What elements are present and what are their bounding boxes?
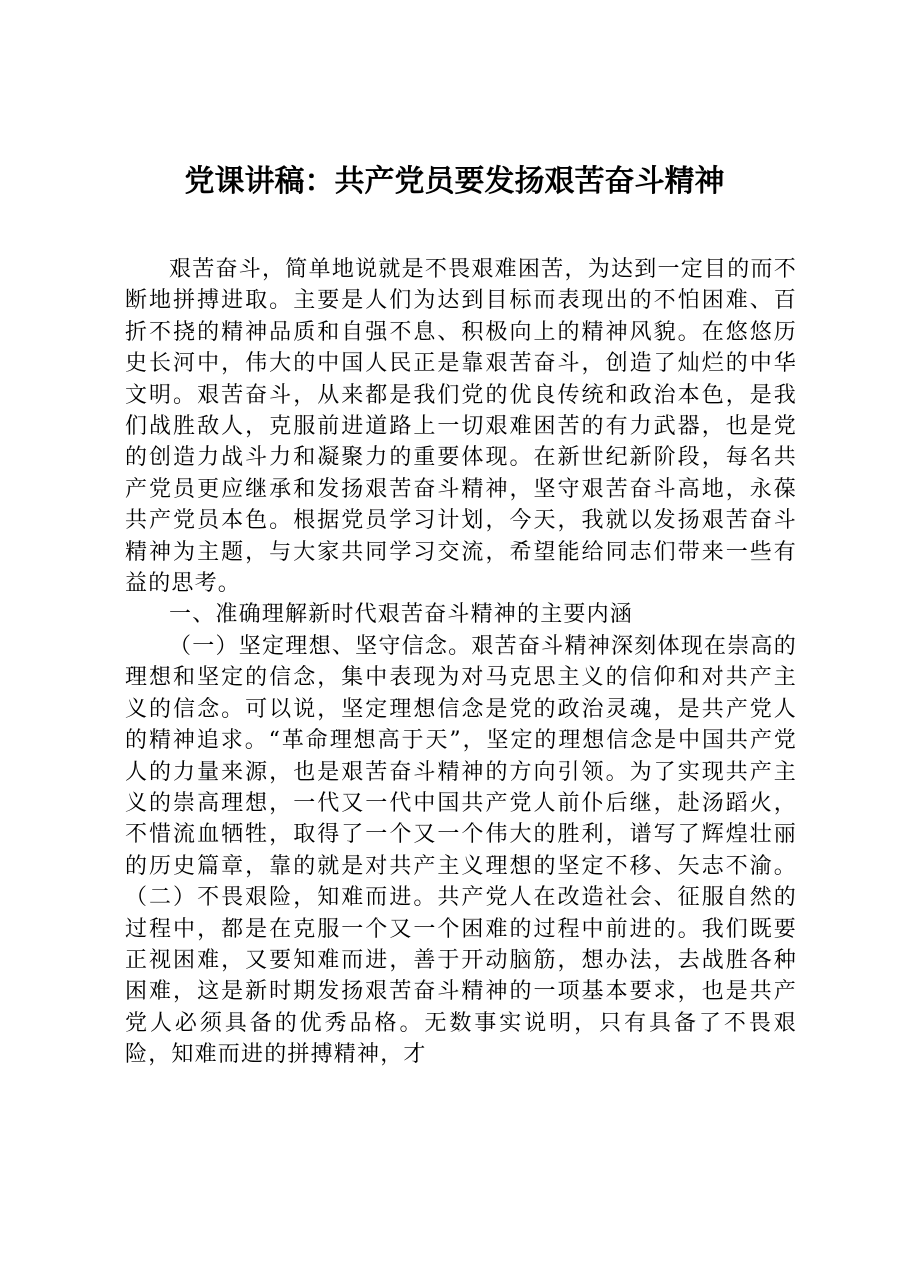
section-paragraph: （一）坚定理想、坚守信念。艰苦奋斗精神深刻体现在崇高的理想和坚定的信念，集中表现为对马克思主义的信仰和对共产主义的信念。可以说，坚定理想信念是党的政治灵魂，是共产党人的精神追求。“革命理想高于天”，坚定的理想信念是中国共产党人的力量来源，也是艰苦奋斗精神的方向引领。为了实现共产主义的崇高理想，一代又一代中国共产党人前仆后继，赴汤蹈火，不惜流血牺牲，取得了一个又一个伟大的胜利，谱写了辉煌壮丽的历史篇章，靠的就是对共产主义理想的坚定不移、矢志不渝。（二）不畏艰险，知难而进。共产党人在改造社会、征服自然的过程中，都是在克服一个又一个困难的过程中前进的。我们既要正视困难，又要知难而进，善于开动脑筋，想办法，去战胜各种困难，这是新时期发扬艰苦奋斗精神的一项基本要求，也是共产党人必须具备的优秀品格。无数事实说明，只有具备了不畏艰险，知难而进的拼搏精神，才 — [125, 633, 797, 1068]
section-heading: 一、准确理解新时代艰苦奋斗精神的主要内涵 — [169, 602, 634, 628]
document-body — [125, 254, 797, 1071]
intro-paragraph: 艰苦奋斗，简单地说就是不畏艰难困苦，为达到一定目的而不断地拼搏进取。主要是人们为达到目标而表现出的不怕困难、百折不挠的精神品质和自强不息、积极向上的精神风貌。在悠悠历史长河中，伟大的中国人民正是靠艰苦奋斗，创造了灿烂的中华文明。艰苦奋斗，从来都是我们党的优良传统和政治本色，是我们战胜敌人，克服前进道路上一切艰难困苦的有力武器，也是党的创造力战斗力和凝聚力的重要体现。在新世纪新阶段，每名共产党员更应继承和发扬艰苦奋斗精神，坚守艰苦奋斗高地，永葆共产党员本色。根据党员学习计划，今天，我就以发扬艰苦奋斗精神为主题，与大家共同学习交流，希望能给同志们带来一些有益的思考。 — [125, 257, 797, 597]
document-title: 党课讲稿：共产党员要发扬艰苦奋斗精神 — [184, 164, 725, 199]
